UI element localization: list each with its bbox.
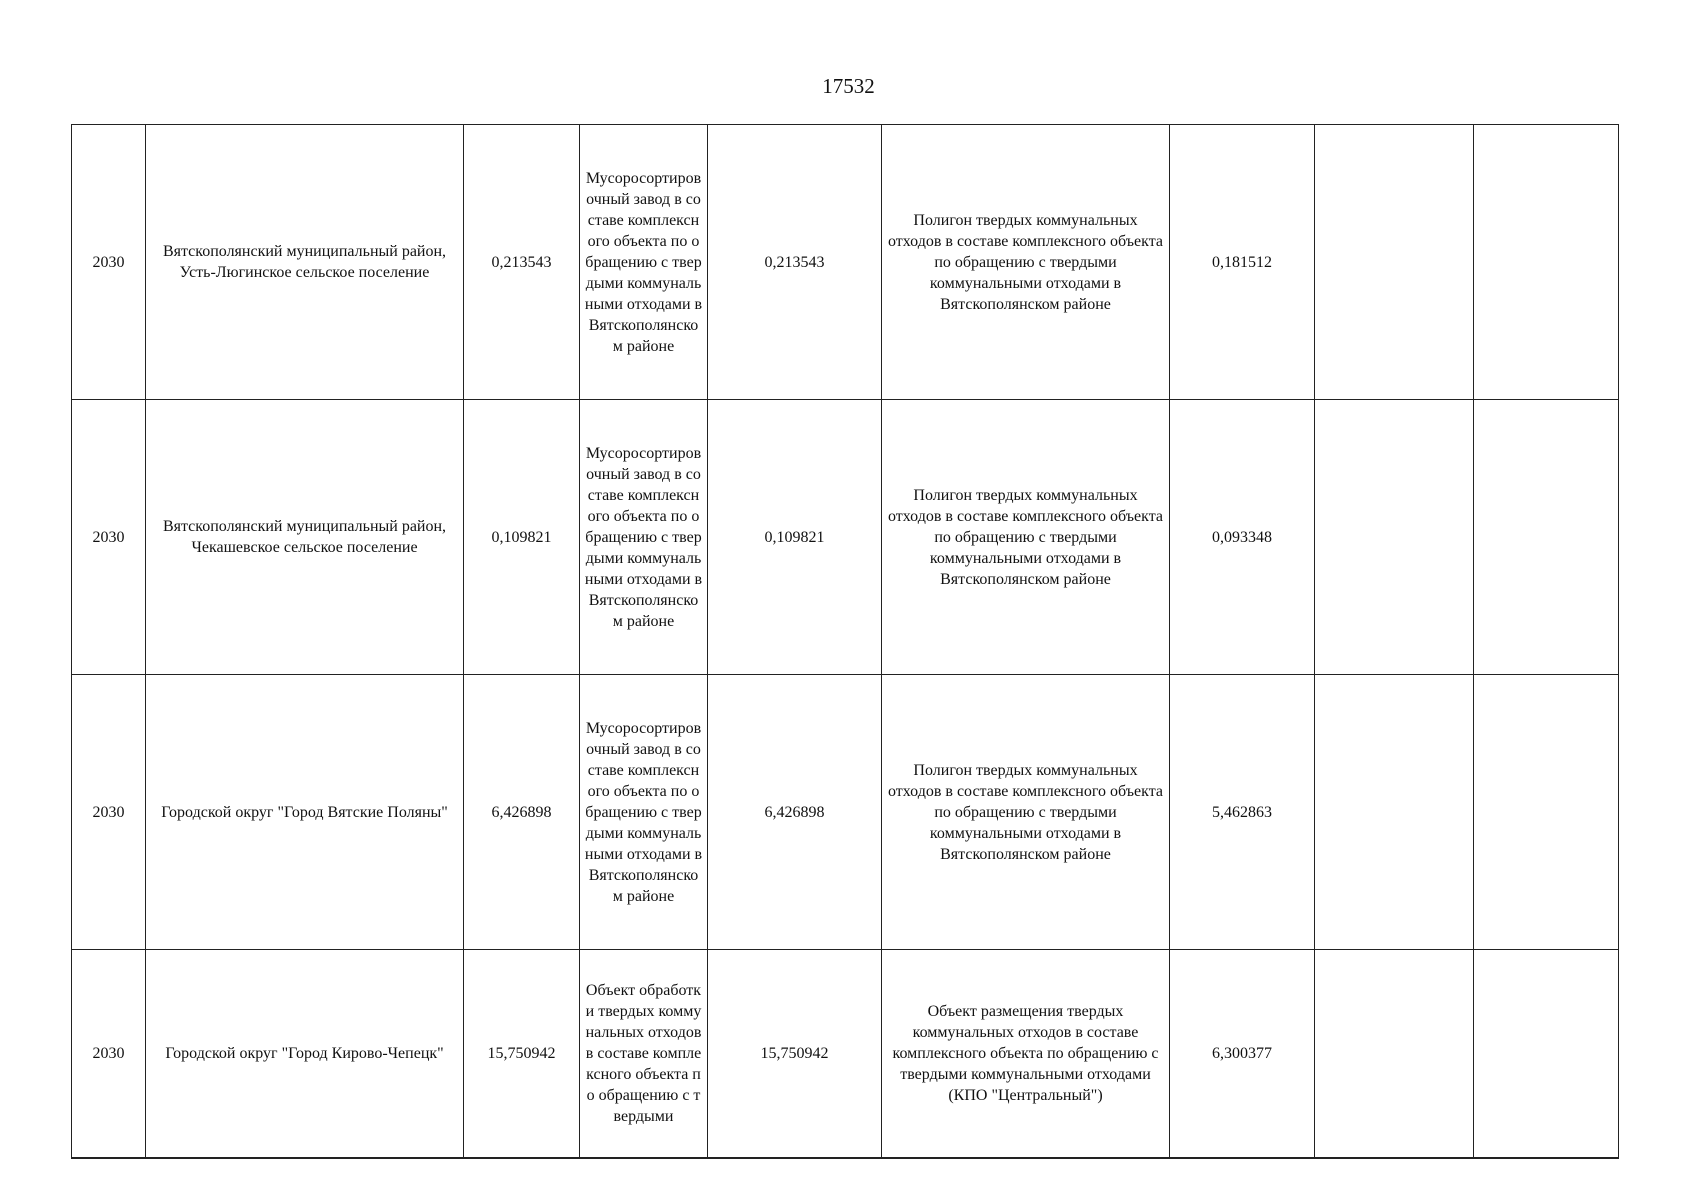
page-number: 17532: [822, 74, 875, 98]
empty-cell-8: [1315, 400, 1474, 675]
object-2-cell: Полигон твердых коммунальных отходов в составе комплексного объекта по обращению с твердыми коммунальными отходами в Вятскополянском районе: [882, 400, 1170, 675]
year-cell: 2030: [72, 950, 146, 1159]
volume-1-cell: 0,109821: [464, 400, 580, 675]
volume-3-cell: 0,181512: [1170, 125, 1315, 400]
volume-2-cell: 0,109821: [708, 400, 882, 675]
table-row: [72, 950, 1619, 1159]
table-row: [72, 400, 1619, 675]
object-2-cell: Полигон твердых коммунальных отходов в составе комплексного объекта по обращению с твердыми коммунальными отходами в Вятскополянском районе: [882, 675, 1170, 950]
volume-2-cell: 0,213543: [708, 125, 882, 400]
waste-flow-table: [71, 124, 1619, 1159]
volume-1-cell: 0,213543: [464, 125, 580, 400]
year-cell: 2030: [72, 675, 146, 950]
empty-cell-8: [1315, 950, 1474, 1159]
year-cell: 2030: [72, 125, 146, 400]
table-row: [72, 675, 1619, 950]
volume-2-cell: 15,750942: [708, 950, 882, 1159]
object-1-cell: Объект обработки твердых коммунальных отходов в составе комплексного объекта по обращению с твердыми: [580, 950, 708, 1159]
table-row: [72, 125, 1619, 400]
empty-cell-9: [1474, 125, 1619, 400]
empty-cell-9: [1474, 675, 1619, 950]
empty-cell-9: [1474, 400, 1619, 675]
object-2-cell: Объект размещения твердых коммунальных отходов в составе комплексного объекта по обращению с твердыми коммунальными отходами (КПО "Центральный"): [882, 950, 1170, 1159]
empty-cell-9: [1474, 950, 1619, 1159]
empty-cell-8: [1315, 675, 1474, 950]
object-1-cell: Мусоросортировочный завод в составе комплексного объекта по обращению с твердыми коммунальными отходами в Вятскополянском районе: [580, 675, 708, 950]
object-1-cell: Мусоросортировочный завод в составе комплексного объекта по обращению с твердыми коммунальными отходами в Вятскополянском районе: [580, 400, 708, 675]
volume-3-cell: 0,093348: [1170, 400, 1315, 675]
volume-2-cell: 6,426898: [708, 675, 882, 950]
territory-cell: Городской округ "Город Кирово-Чепецк": [146, 950, 464, 1159]
object-2-cell: Полигон твердых коммунальных отходов в составе комплексного объекта по обращению с твердыми коммунальными отходами в Вятскополянском районе: [882, 125, 1170, 400]
territory-cell: Вятскополянский муниципальный район, Чекашевское сельское поселение: [146, 400, 464, 675]
year-cell: 2030: [72, 400, 146, 675]
territory-cell: Вятскополянский муниципальный район, Усть-Люгинское сельское поселение: [146, 125, 464, 400]
empty-cell-8: [1315, 125, 1474, 400]
object-1-cell: Мусоросортировочный завод в составе комплексного объекта по обращению с твердыми коммунальными отходами в Вятскополянском районе: [580, 125, 708, 400]
volume-1-cell: 15,750942: [464, 950, 580, 1159]
volume-3-cell: 5,462863: [1170, 675, 1315, 950]
volume-3-cell: 6,300377: [1170, 950, 1315, 1159]
volume-1-cell: 6,426898: [464, 675, 580, 950]
territory-cell: Городской округ "Город Вятские Поляны": [146, 675, 464, 950]
